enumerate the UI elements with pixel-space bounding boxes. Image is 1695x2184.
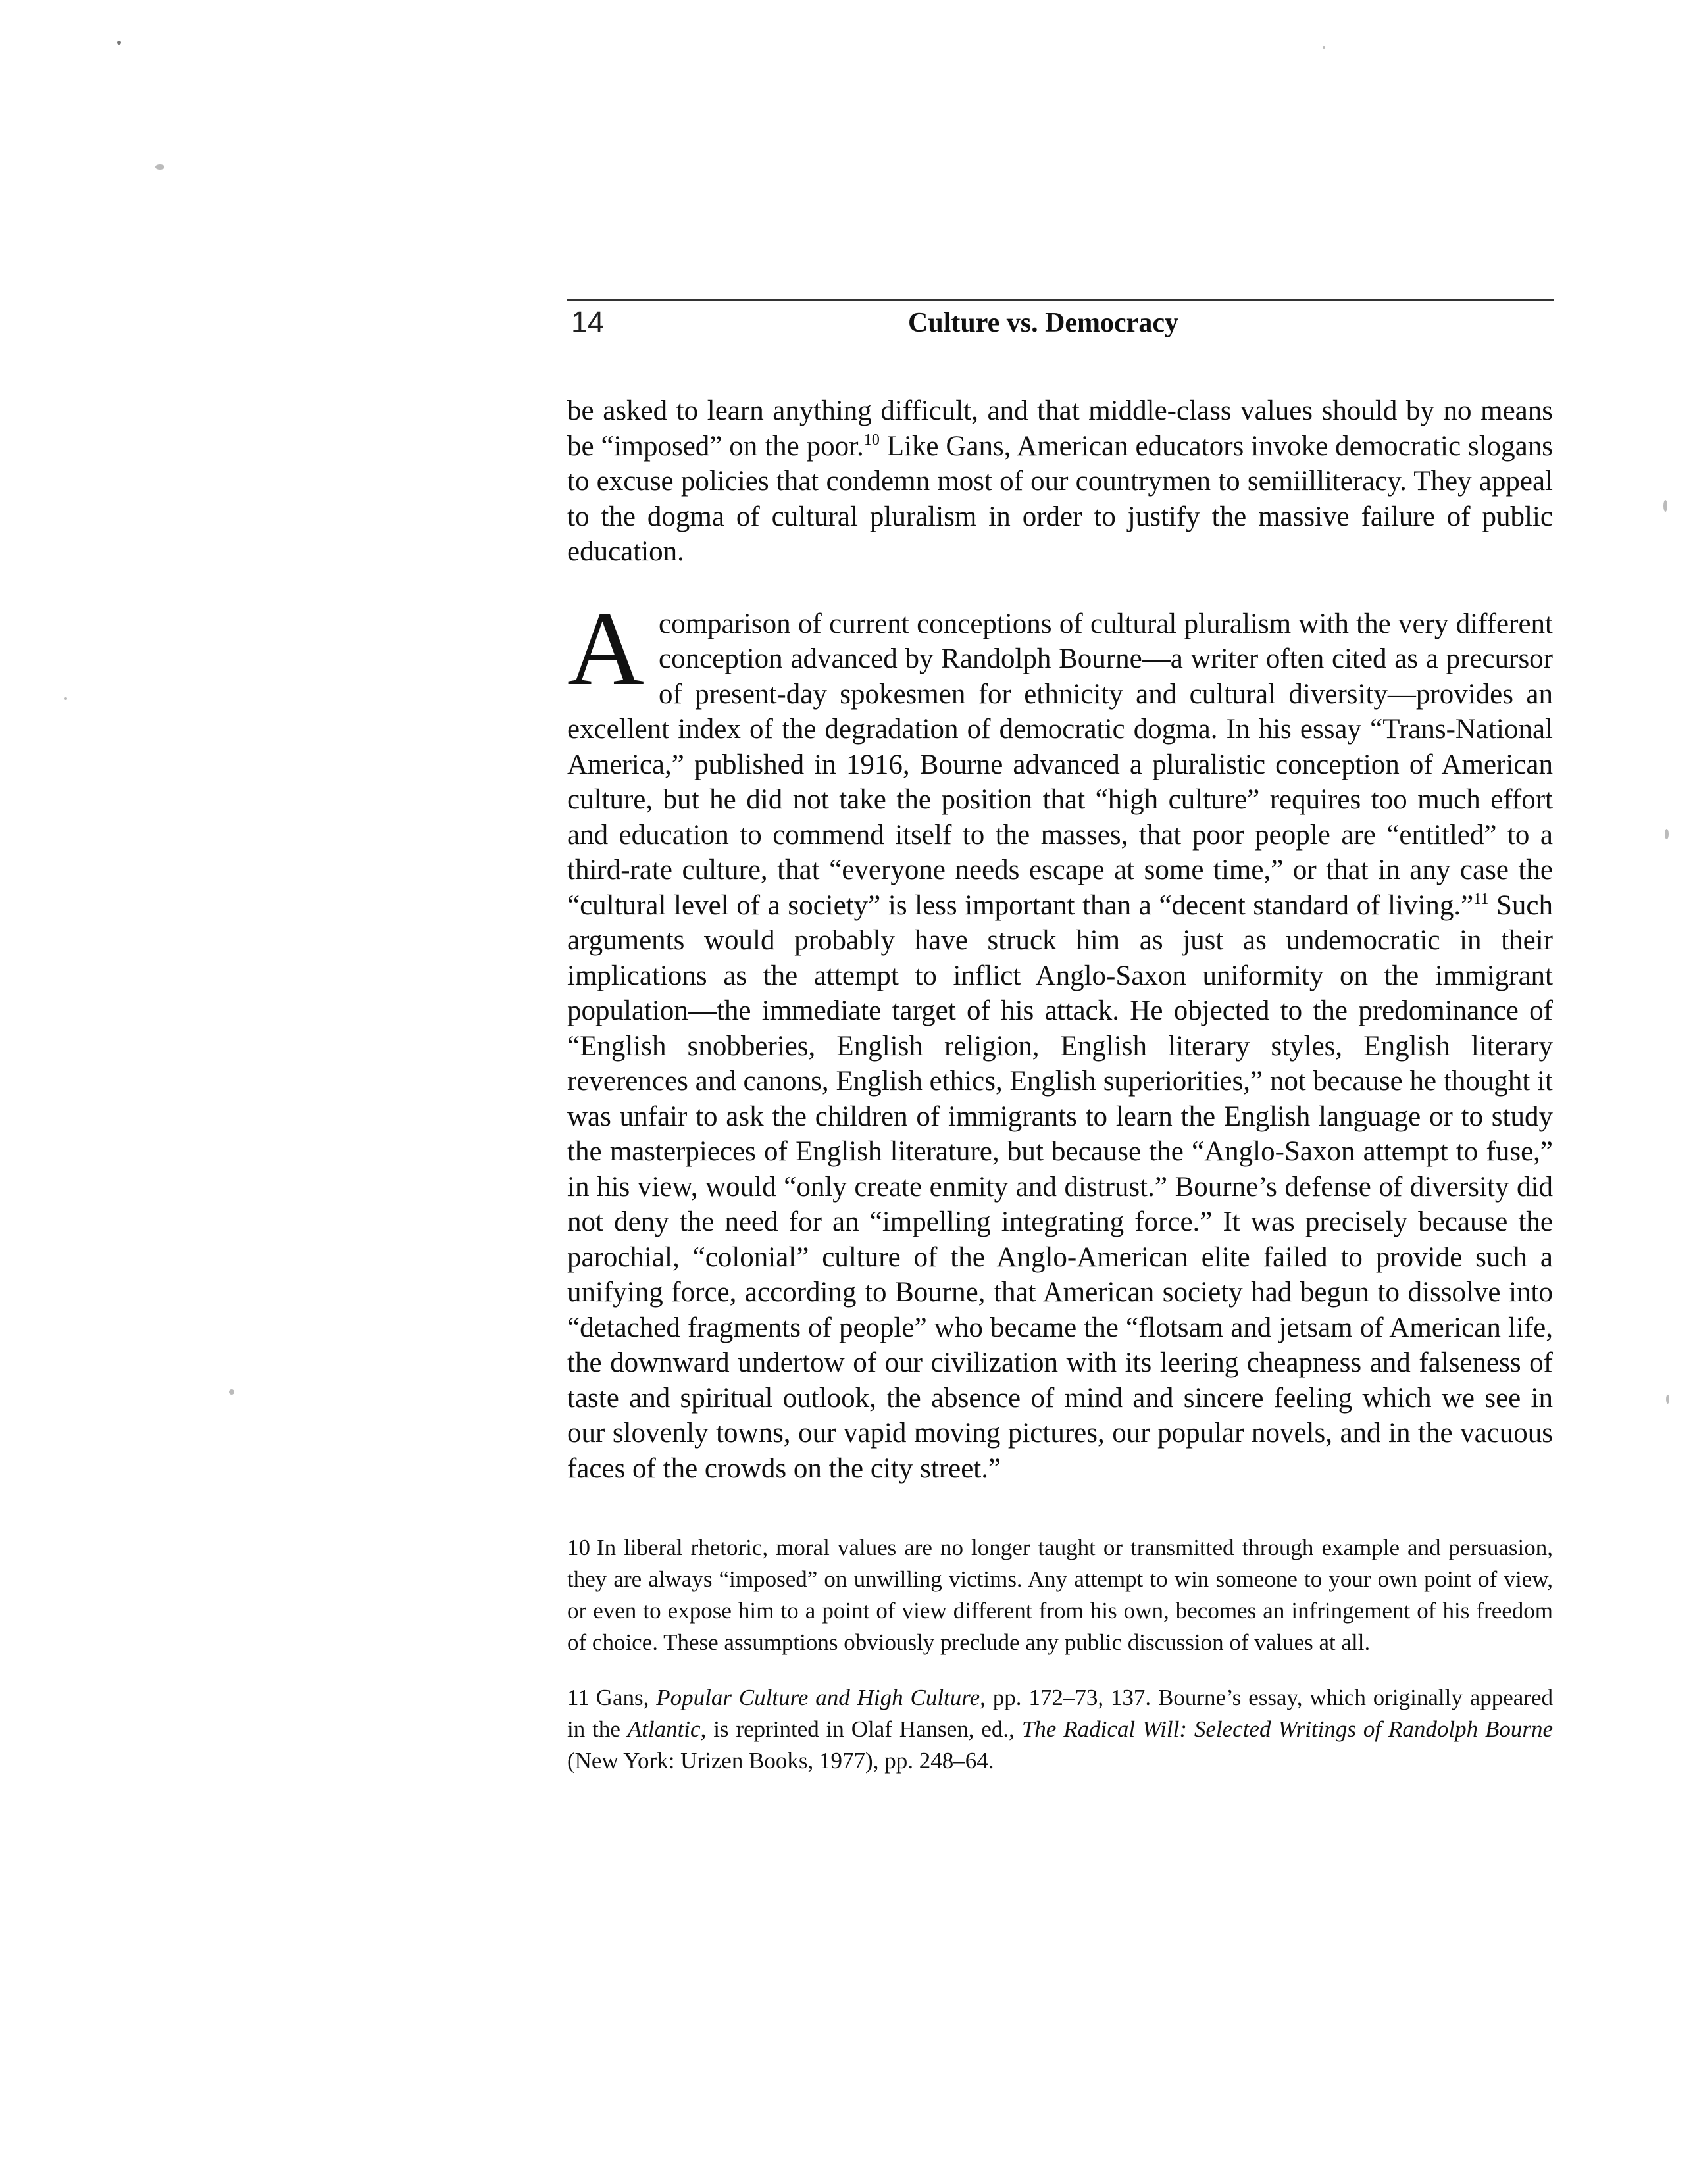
- footnotes-section: [567, 1532, 1553, 1777]
- footnote-11-book-title: Popular Culture and High Culture: [656, 1685, 980, 1710]
- running-head-title: Culture vs. Democracy: [908, 308, 1178, 338]
- scan-speck: [1665, 829, 1669, 839]
- scan-speck: [64, 697, 67, 700]
- paragraph-2-continued: Such arguments would probably have struck him as just as undemocratic in their implications as the attempt to inflict Anglo-Saxon uniformity on the immigrant population—the immediate target of his attack. He objected to the predominance of “English snobberies, English religion, English literary styles, English literary reverences and canons, English ethics, English superiorities,” not because he thought it was unfair to ask the children of immigrants to learn the English language or to study the masterpieces of English literature, but because the “Anglo-Saxon attempt to fuse,” in his view, would “only create enmity and distrust.” Bourne’s defense of diversity did not deny the need for an “impelling integrating force.” It was precisely because the parochial, “colonial” culture of the Anglo-American elite failed to provide such a unifying force, according to Bourne, that American society had begun to dissolve into “detached fragments of people” who became the “flotsam and jetsam of American life, the downward undertow of our civilization with its leering cheapness and falseness of taste and spiritual outlook, the absence of mind and sincere feeling which we see in our slovenly towns, our vapid moving pictures, our popular novels, and in the vacuous faces of the crowds on the city street.”: [567, 889, 1554, 1484]
- body-paragraph-1: [567, 393, 1553, 570]
- paragraph-1-text: be asked to learn anything difficult, and that middle-class values should by no means be “imposed” on the poor.: [567, 395, 1553, 462]
- drop-cap-letter: A: [567, 589, 644, 708]
- footnote-ref-11[interactable]: 11: [1473, 890, 1489, 908]
- scan-speck: [1666, 1395, 1669, 1404]
- footnote-11-text-b: , pp. 172–73, 137. Bourne’s essay, which originally appeared in the: [567, 1685, 1553, 1742]
- footnote-11-collection-title: The Radical Will: Selected Writings of Randolph Bourne: [1021, 1716, 1553, 1742]
- scan-speck: [117, 41, 121, 45]
- header-rule: [567, 299, 1554, 301]
- body-paragraph-2: [567, 589, 1554, 1487]
- footnote-10-number: 10: [567, 1535, 590, 1560]
- scan-speck: [155, 164, 164, 170]
- footnote-10-text: In liberal rhetoric, moral values are no longer taught or transmitted through example and persuasion, they are always “imposed” on unwilling victims. Any attempt to win someone to your own point of view, or even to expose him to a point of view different from his own, becomes an infringement of his freedom of choice. These assumptions obviously preclude any public discussion of values at all.: [567, 1535, 1553, 1655]
- paragraph-1-continued: Like Gans, American educators invoke democratic slogans to excuse policies that condemn most of our countrymen to semiilliteracy. They appeal to the dogma of cultural pluralism in order to justify the massive failure of public education.: [567, 430, 1553, 567]
- main-text-column: [567, 393, 1553, 1800]
- scan-speck: [1663, 500, 1667, 512]
- page-number: 14: [571, 305, 605, 339]
- footnote-11-text-a: Gans,: [595, 1685, 657, 1710]
- footnote-11: [567, 1682, 1553, 1777]
- footnote-10: [567, 1532, 1553, 1658]
- footnote-11-number: 11: [567, 1685, 590, 1710]
- footnote-11-text-d: (New York: Urizen Books, 1977), pp. 248–64.: [567, 1748, 994, 1774]
- scan-speck: [229, 1389, 234, 1395]
- footnote-ref-10[interactable]: 10: [863, 431, 880, 449]
- scan-speck: [1323, 46, 1325, 49]
- footnote-11-text-c: , is reprinted in Olaf Hansen, ed.,: [700, 1716, 1022, 1742]
- paragraph-2-text: comparison of current conceptions of cultural pluralism with the very different conception advanced by Randolph Bourne—a writer often cited as a precursor of present-day spokesmen for ethnicity and cultural diversity—provides an excellent index of the degradation of democratic dogma. In his essay “Trans-National America,” published in 1916, Bourne advanced a pluralistic conception of American culture, but he did not take the position that “high culture” requires too much effort and education to commend itself to the masses, that poor people are “entitled” to a third-rate culture, that “everyone needs escape at some time,” or that in any case the “cultural level of a society” is less important than a “decent standard of living.”: [567, 608, 1553, 921]
- footnote-11-journal-title: Atlantic: [627, 1716, 701, 1742]
